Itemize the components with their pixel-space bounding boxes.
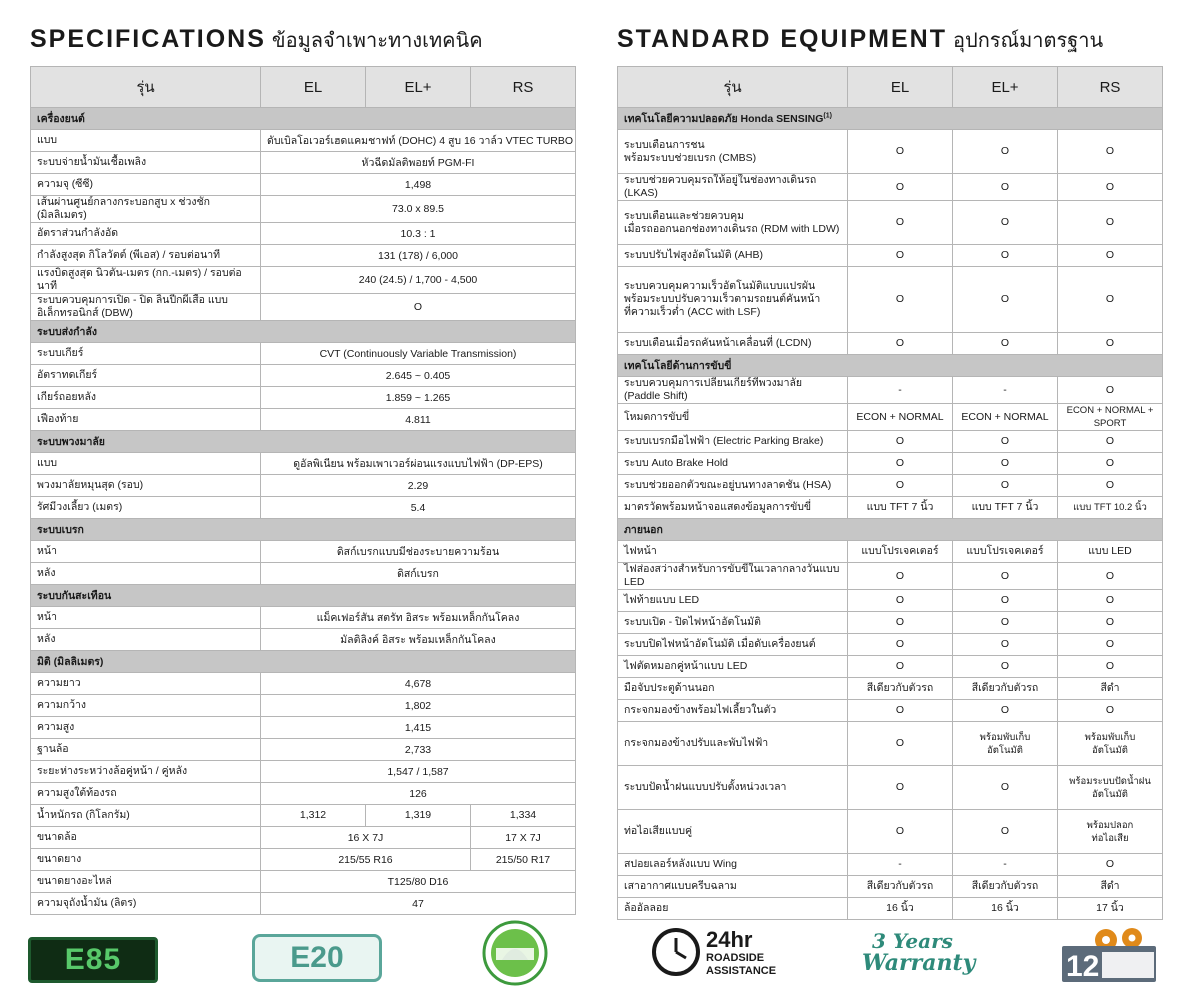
row-value-el: O (848, 634, 953, 656)
header-model: รุ่น (31, 67, 261, 108)
row-label: ไฟตัดหมอกคู่หน้าแบบ LED (618, 656, 848, 678)
row-label: เกียร์ถอยหลัง (31, 387, 261, 409)
row-value-all: T125/80 D16 (261, 871, 576, 893)
row-label: เส้นผ่านศูนย์กลางกระบอกสูบ x ช่วงชัก (มิลลิเมตร) (31, 196, 261, 223)
row-value-all: 1.859 ~ 1.265 (261, 387, 576, 409)
section-header-row (31, 108, 576, 130)
header-rs: RS (1058, 67, 1163, 108)
row-value-el-plus: O (953, 174, 1058, 201)
row-label: ฐานล้อ (31, 739, 261, 761)
row-label: ความจุถังน้ำมัน (ลิตร) (31, 893, 261, 915)
table-row (31, 343, 576, 365)
row-label: แรงบิดสูงสุด นิวตัน-เมตร (กก.-เมตร) / รอบต่อนาที (31, 267, 261, 294)
section-label: มิติ (มิลลิเมตร) (31, 651, 576, 673)
row-value-el-plus: O (953, 245, 1058, 267)
table-row (618, 431, 1163, 453)
row-value-el: 1,312 (261, 805, 366, 827)
row-value-el: O (848, 130, 953, 174)
table-row (31, 871, 576, 893)
row-value-el-elplus: 16 X 7J (261, 827, 471, 849)
row-value-all: แม็คเฟอร์สัน สตรัท อิสระ พร้อมเหล็กกันโคลง (261, 607, 576, 629)
row-value-el: สีเดียวกับตัวรถ (848, 876, 953, 898)
section-label: ภายนอก (618, 519, 1163, 541)
row-value-el-plus: แบบ TFT 7 นิ้ว (953, 497, 1058, 519)
section-label: เทคโนโลยีด้านการขับขี่ (618, 355, 1163, 377)
row-value-all: 1,802 (261, 695, 576, 717)
row-label: ระบบเตือนเมื่อรถคันหน้าเคลื่อนที่ (LCDN) (618, 333, 848, 355)
row-value-el: O (848, 453, 953, 475)
table-row (31, 805, 576, 827)
table-row (31, 365, 576, 387)
e85-logo-text: E85 (64, 943, 122, 976)
table-row (618, 876, 1163, 898)
row-value-el: O (848, 174, 953, 201)
row-value-all: 73.0 x 89.5 (261, 196, 576, 223)
gasohol-badge-icon (482, 920, 548, 986)
row-label: เสาอากาศแบบครีบฉลาม (618, 876, 848, 898)
section-header-row (31, 519, 576, 541)
row-label: อัตราส่วนกำลังอัด (31, 223, 261, 245)
row-label: ระบบเตือนและช่วยควบคุม เมื่อรถออกนอกช่องทางเดินรถ (RDM with LDW) (618, 201, 848, 245)
row-value-el-plus: พร้อมพับเก็บ อัตโนมัติ (953, 722, 1058, 766)
row-value-all: 1,415 (261, 717, 576, 739)
row-label: แบบ (31, 130, 261, 152)
row-value-all: 2.29 (261, 475, 576, 497)
table-row (31, 267, 576, 294)
table-row (618, 854, 1163, 876)
table-row (31, 827, 576, 849)
table-row (31, 387, 576, 409)
row-value-el-plus: สีเดียวกับตัวรถ (953, 678, 1058, 700)
row-label: โหมดการขับขี่ (618, 404, 848, 431)
e20-logo-text: E20 (290, 941, 344, 974)
clock-icon (650, 926, 702, 978)
table-row (31, 475, 576, 497)
row-value-el: O (848, 722, 953, 766)
table-row (31, 130, 576, 152)
table-row (618, 766, 1163, 810)
equipment-table (617, 66, 1163, 920)
row-value-el-plus: 1,319 (366, 805, 471, 827)
table-row (31, 294, 576, 321)
table-row (618, 267, 1163, 333)
row-value-el-plus: O (953, 563, 1058, 590)
row-value-rs: พร้อมปลอก ท่อไอเสีย (1058, 810, 1163, 854)
row-value-rs: พร้อมพับเก็บ อัตโนมัติ (1058, 722, 1163, 766)
table-row (31, 223, 576, 245)
row-label: แบบ (31, 453, 261, 475)
row-label: หลัง (31, 629, 261, 651)
table-row (618, 497, 1163, 519)
row-value-el: O (848, 656, 953, 678)
table-row (31, 541, 576, 563)
table-row (618, 634, 1163, 656)
row-label: ล้ออัลลอย (618, 898, 848, 920)
row-label: ระบบควบคุมการเปิด - ปิด ลิ้นปีกผีเสื้อ แบบอิเล็กทรอนิกส์ (DBW) (31, 294, 261, 321)
row-value-el-elplus: 215/55 R16 (261, 849, 471, 871)
row-label: ระบบ Auto Brake Hold (618, 453, 848, 475)
table-row (618, 245, 1163, 267)
table-row (618, 656, 1163, 678)
row-value-rs: O (1058, 245, 1163, 267)
table-row (618, 612, 1163, 634)
row-label: น้ำหนักรถ (กิโลกรัม) (31, 805, 261, 827)
row-value-el-plus: O (953, 634, 1058, 656)
row-value-all: 47 (261, 893, 576, 915)
table-row (618, 898, 1163, 920)
specifications-table (30, 66, 576, 915)
table-header-row (31, 67, 576, 108)
row-value-el: O (848, 431, 953, 453)
row-value-all: 131 (178) / 6,000 (261, 245, 576, 267)
row-label: ระบบเปิด - ปิดไฟหน้าอัตโนมัติ (618, 612, 848, 634)
table-row (618, 333, 1163, 355)
table-row (31, 673, 576, 695)
row-label: ความสูงใต้ท้องรถ (31, 783, 261, 805)
row-value-el: O (848, 700, 953, 722)
row-value-all: มัลติลิงค์ อิสระ พร้อมเหล็กกันโคลง (261, 629, 576, 651)
row-value-el: ECON + NORMAL (848, 404, 953, 431)
row-label: เฟืองท้าย (31, 409, 261, 431)
table-row (31, 695, 576, 717)
equipment-title (617, 24, 1103, 56)
row-value-all: 2,733 (261, 739, 576, 761)
row-value-all: CVT (Continuously Variable Transmission) (261, 343, 576, 365)
row-label: ระบบปัดน้ำฝนแบบปรับตั้งหน่วงเวลา (618, 766, 848, 810)
section-header-row (31, 321, 576, 343)
row-label: ไฟหน้า (618, 541, 848, 563)
row-label: ระบบจ่ายน้ำมันเชื้อเพลิง (31, 152, 261, 174)
row-value-el: O (848, 590, 953, 612)
row-value-el-plus: O (953, 810, 1058, 854)
row-value-el: O (848, 612, 953, 634)
row-label: มือจับประตูด้านนอก (618, 678, 848, 700)
row-value-rs: O (1058, 700, 1163, 722)
row-value-all: 5.4 (261, 497, 576, 519)
table-row (31, 607, 576, 629)
section-label: เครื่องยนต์ (31, 108, 576, 130)
row-value-el: O (848, 475, 953, 497)
row-value-rs: O (1058, 634, 1163, 656)
table-row (31, 497, 576, 519)
table-row (31, 152, 576, 174)
section-label: เทคโนโลยีความปลอดภัย Honda SENSING$^{(1)}$ (618, 108, 1163, 130)
table-row (31, 453, 576, 475)
row-value-all: 4,678 (261, 673, 576, 695)
section-label: ระบบส่งกำลัง (31, 321, 576, 343)
row-value-el: O (848, 563, 953, 590)
row-label: กระจกมองข้างพร้อมไฟเลี้ยวในตัว (618, 700, 848, 722)
specifications-heading: SPECIFICATIONS (30, 25, 266, 53)
row-value-all: ดับเบิลโอเวอร์เฮดแคมชาฟท์ (DOHC) 4 สูบ 16 วาล์ว VTEC TURBO (261, 130, 576, 152)
row-value-rs: O (1058, 854, 1163, 876)
row-value-el-plus: ECON + NORMAL (953, 404, 1058, 431)
row-label: ระบบช่วยออกตัวขณะอยู่บนทางลาดชัน (HSA) (618, 475, 848, 497)
table-row (31, 174, 576, 196)
row-value-rs: แบบ TFT 10.2 นิ้ว (1058, 497, 1163, 519)
row-value-all: O (261, 294, 576, 321)
row-value-el-plus: O (953, 475, 1058, 497)
row-label: ระบบปิดไฟหน้าอัตโนมัติ เมื่อดับเครื่องยนต์ (618, 634, 848, 656)
header-el-plus: EL+ (366, 67, 471, 108)
row-value-rs: O (1058, 130, 1163, 174)
table-row (31, 629, 576, 651)
row-label: ขนาดยาง (31, 849, 261, 871)
table-row (31, 717, 576, 739)
row-value-el-plus: O (953, 333, 1058, 355)
row-value-rs: O (1058, 333, 1163, 355)
row-value-el-plus: O (953, 453, 1058, 475)
row-value-el-plus: แบบโปรเจคเตอร์ (953, 541, 1058, 563)
row-value-rs: O (1058, 453, 1163, 475)
table-row (618, 130, 1163, 174)
roadside-line2: ASSISTANCE (706, 965, 777, 977)
row-label: ไฟส่องสว่างสำหรับการขับขี่ในเวลากลางวันแบบ LED (618, 563, 848, 590)
row-label: ระบบเกียร์ (31, 343, 261, 365)
table-row (618, 404, 1163, 431)
warranty-word: Warranty (862, 950, 976, 976)
row-label: ขนาดยางอะไหล่ (31, 871, 261, 893)
row-value-rs: O (1058, 590, 1163, 612)
e20-logo (252, 934, 382, 982)
row-value-el: แบบโปรเจคเตอร์ (848, 541, 953, 563)
section-label: ระบบกันสะเทือน (31, 585, 576, 607)
row-value-rs: O (1058, 377, 1163, 404)
specifications-title (30, 24, 483, 56)
section-label: ระบบพวงมาลัย (31, 431, 576, 453)
table-row (618, 453, 1163, 475)
row-value-el-plus: O (953, 431, 1058, 453)
roadside-24hr: 24hr (706, 927, 753, 952)
row-value-el-plus: - (953, 854, 1058, 876)
section-header-row (618, 355, 1163, 377)
header-el: EL (848, 67, 953, 108)
row-value-all: 240 (24.5) / 1,700 - 4,500 (261, 267, 576, 294)
row-value-all: 2.645 ~ 0.405 (261, 365, 576, 387)
table-row (618, 678, 1163, 700)
table-header-row (618, 67, 1163, 108)
row-value-el-plus: O (953, 590, 1058, 612)
row-value-el-plus: O (953, 612, 1058, 634)
header-el: EL (261, 67, 366, 108)
row-value-rs: O (1058, 475, 1163, 497)
row-label: รัศมีวงเลี้ยว (เมตร) (31, 497, 261, 519)
header-el-plus: EL+ (953, 67, 1058, 108)
row-label: ระบบควบคุมการเปลี่ยนเกียร์ที่พวงมาลัย (Paddle Shift) (618, 377, 848, 404)
row-value-el: แบบ TFT 7 นิ้ว (848, 497, 953, 519)
row-label: ระบบปรับไฟสูงอัตโนมัติ (AHB) (618, 245, 848, 267)
table-row (31, 409, 576, 431)
table-row (618, 201, 1163, 245)
row-value-rs: O (1058, 174, 1163, 201)
table-row (618, 475, 1163, 497)
row-value-all: 1,498 (261, 174, 576, 196)
row-value-rs: 17 X 7J (471, 827, 576, 849)
table-row (31, 563, 576, 585)
row-value-rs: O (1058, 612, 1163, 634)
row-value-rs: O (1058, 431, 1163, 453)
row-value-all: 10.3 : 1 (261, 223, 576, 245)
table-row (31, 893, 576, 915)
table-row (618, 590, 1163, 612)
table-row (618, 541, 1163, 563)
row-value-rs: O (1058, 267, 1163, 333)
row-label: กำลังสูงสุด กิโลวัตต์ (พีเอส) / รอบต่อนาที (31, 245, 261, 267)
row-value-rs: พร้อมระบบปัดน้ำฝน อัตโนมัติ (1058, 766, 1163, 810)
row-value-all: หัวฉีดมัลติพอยท์ PGM-FI (261, 152, 576, 174)
row-value-el-plus: O (953, 130, 1058, 174)
row-value-el: O (848, 766, 953, 810)
table-row (618, 563, 1163, 590)
row-value-rs: 1,334 (471, 805, 576, 827)
specifications-subtitle: ข้อมูลจำเพาะทางเทคนิค (271, 30, 483, 52)
row-label: ขนาดล้อ (31, 827, 261, 849)
parts-warranty-gears-icon (1060, 924, 1160, 984)
row-label: หน้า (31, 541, 261, 563)
row-value-el-plus: O (953, 700, 1058, 722)
header-rs: RS (471, 67, 576, 108)
table-row (31, 245, 576, 267)
section-header-row (618, 108, 1163, 130)
table-row (618, 722, 1163, 766)
row-label: ความจุ (ซีซี) (31, 174, 261, 196)
row-value-el: O (848, 201, 953, 245)
row-label: กระจกมองข้างปรับและพับไฟฟ้า (618, 722, 848, 766)
e85-logo (28, 937, 158, 983)
row-value-el-plus: O (953, 766, 1058, 810)
row-value-el-plus: O (953, 201, 1058, 245)
warranty-years: 3 Years (872, 929, 953, 953)
row-label: อัตราทดเกียร์ (31, 365, 261, 387)
row-value-all: 126 (261, 783, 576, 805)
roadside-assistance-logo (706, 928, 776, 978)
footnote-marker: (1) (823, 112, 832, 120)
row-value-el-plus: O (953, 267, 1058, 333)
row-value-all: ดูอัลพิเนียน พร้อมเพาเวอร์ผ่อนแรงแบบไฟฟ้า (DP-EPS) (261, 453, 576, 475)
row-value-all: ดิสก์เบรก (261, 563, 576, 585)
table-row (31, 739, 576, 761)
row-label: พวงมาลัยหมุนสุด (รอบ) (31, 475, 261, 497)
row-label: หน้า (31, 607, 261, 629)
row-value-rs: 17 นิ้ว (1058, 898, 1163, 920)
table-row (31, 783, 576, 805)
row-label: มาตรวัดพร้อมหน้าจอแสดงข้อมูลการขับขี่ (618, 497, 848, 519)
table-row (618, 700, 1163, 722)
row-value-rs: O (1058, 656, 1163, 678)
row-value-el-plus: - (953, 377, 1058, 404)
row-label: ความยาว (31, 673, 261, 695)
section-header-row (618, 519, 1163, 541)
row-label: หลัง (31, 563, 261, 585)
row-value-rs: ECON + NORMAL + SPORT (1058, 404, 1163, 431)
row-value-all: ดิสก์เบรกแบบมีช่องระบายความร้อน (261, 541, 576, 563)
section-label: ระบบเบรก (31, 519, 576, 541)
table-row (31, 196, 576, 223)
row-value-el: O (848, 245, 953, 267)
row-value-all: 1,547 / 1,587 (261, 761, 576, 783)
section-header-row (31, 585, 576, 607)
row-value-el-plus: 16 นิ้ว (953, 898, 1058, 920)
row-value-rs: O (1058, 201, 1163, 245)
row-value-rs: แบบ LED (1058, 541, 1163, 563)
table-row (31, 761, 576, 783)
header-model: รุ่น (618, 67, 848, 108)
equipment-subtitle: อุปกรณ์มาตรฐาน (952, 30, 1104, 52)
table-row (31, 849, 576, 871)
row-value-el-plus: สีเดียวกับตัวรถ (953, 876, 1058, 898)
row-value-all: 4.811 (261, 409, 576, 431)
row-value-el: O (848, 810, 953, 854)
svg-text:12: 12 (1066, 950, 1100, 983)
row-label: ท่อไอเสียแบบคู่ (618, 810, 848, 854)
table-row (618, 810, 1163, 854)
row-label: ระบบควบคุมความเร็วอัตโนมัติแบบแปรผัน พร้อมระบบปรับความเร็วตามรถยนต์คันหน้า ที่ความเร็วต่ำ (ACC with LSF) (618, 267, 848, 333)
warranty-logo (862, 930, 975, 974)
row-value-el: O (848, 333, 953, 355)
section-header-row (31, 431, 576, 453)
row-label: ไฟท้ายแบบ LED (618, 590, 848, 612)
row-value-el: สีเดียวกับตัวรถ (848, 678, 953, 700)
row-value-el: - (848, 377, 953, 404)
row-label: ระยะห่างระหว่างล้อคู่หน้า / คู่หลัง (31, 761, 261, 783)
table-row (618, 377, 1163, 404)
table-row (618, 174, 1163, 201)
equipment-heading: STANDARD EQUIPMENT (617, 25, 947, 53)
row-value-el: - (848, 854, 953, 876)
row-value-el-plus: O (953, 656, 1058, 678)
row-value-rs: สีดำ (1058, 876, 1163, 898)
row-value-el: O (848, 267, 953, 333)
row-value-el: 16 นิ้ว (848, 898, 953, 920)
row-label: ความสูง (31, 717, 261, 739)
section-header-row (31, 651, 576, 673)
row-value-rs: 215/50 R17 (471, 849, 576, 871)
row-label: สปอยเลอร์หลังแบบ Wing (618, 854, 848, 876)
row-value-rs: สีดำ (1058, 678, 1163, 700)
row-label: ระบบช่วยควบคุมรถให้อยู่ในช่องทางเดินรถ (LKAS) (618, 174, 848, 201)
row-label: ระบบเบรกมือไฟฟ้า (Electric Parking Brake) (618, 431, 848, 453)
row-label: ความกว้าง (31, 695, 261, 717)
row-label: ระบบเตือนการชน พร้อมระบบช่วยเบรก (CMBS) (618, 130, 848, 174)
roadside-line1: ROADSIDE (706, 952, 765, 964)
row-value-rs: O (1058, 563, 1163, 590)
